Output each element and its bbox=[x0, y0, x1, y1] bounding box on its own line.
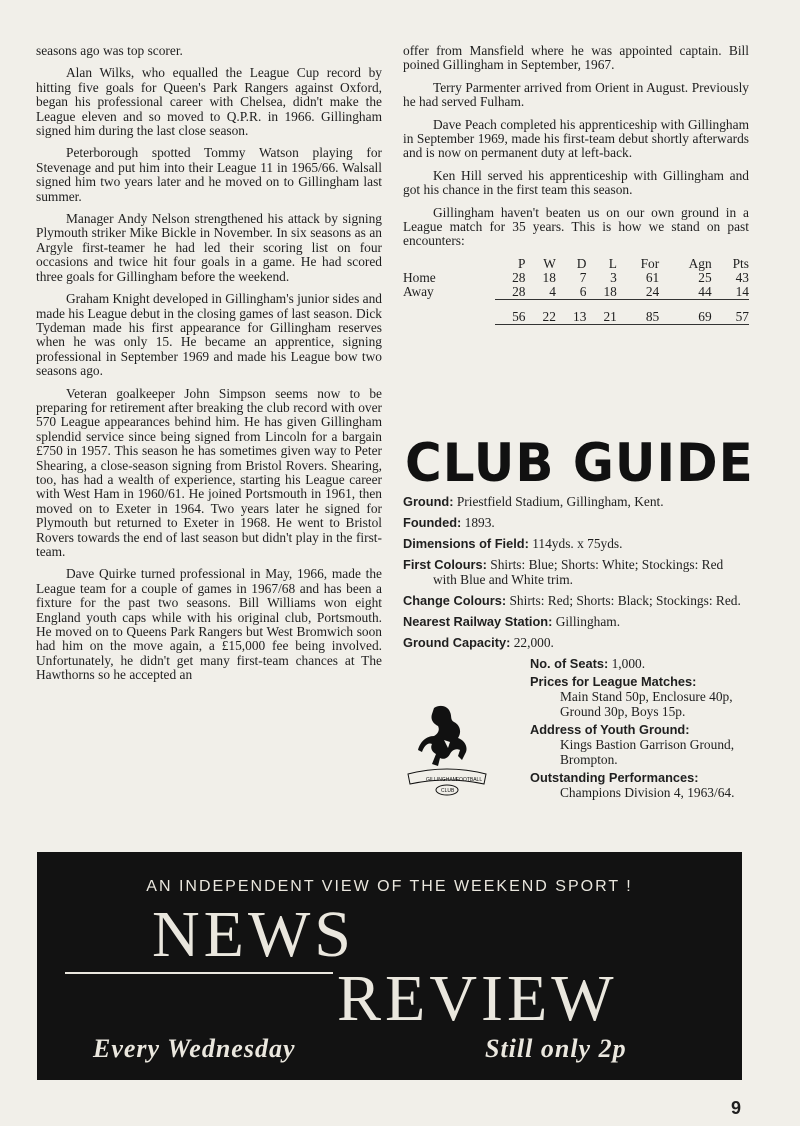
guide-youth-ground: Address of Youth Ground: Kings Bastion Garrison Ground, Brompton. bbox=[530, 722, 735, 767]
column-header: Pts bbox=[732, 255, 749, 271]
guide-seats: No. of Seats: 1,000. bbox=[530, 656, 646, 671]
guide-station: Nearest Railway Station: Gillingham. bbox=[403, 614, 621, 629]
table-cell: 18 bbox=[542, 269, 556, 285]
horse-icon bbox=[418, 706, 467, 766]
paragraph: offer from Mansfield where he was appointed captain. Bill poined Gillingham in September, 1967. bbox=[403, 43, 749, 73]
paragraph: Dave Quirke turned professional in May, 1966, made the League team for a couple of games in 1967/68 and has been a fixture for the past two seasons. Bill Williams won eight England youth caps while with his original club, Portsmouth. He moved on to Queens Park Rangers but West Bromwich soon had him on the move again, a £15,000 fee being involved. Unfortunately, he didn't get many first-team chances at The Hawthorns so he accepted an bbox=[36, 566, 382, 683]
page-number: 9 bbox=[731, 1098, 742, 1118]
totals-row bbox=[403, 299, 749, 324]
paragraph: Ken Hill served his apprenticeship with Gillingham and got his chance in the first team this season. bbox=[403, 167, 749, 198]
guide-ground: Ground: Priestfield Stadium, Gillingham, Kent. bbox=[403, 494, 664, 509]
guide-founded: Founded: 1893. bbox=[403, 515, 495, 530]
column-header: Agn bbox=[688, 255, 712, 271]
table-header-row bbox=[403, 257, 749, 271]
paragraph: Veteran goalkeeper John Simpson seems now to be preparing for retirement after breaking the club record with over 570 League appearances behind him. He has given Gillingham splendid service since being signed from Lincoln for a bargain £750 in 1957. This season he has sometimes given way to Peter Shearing, a close-season signing from Bristol Rovers. Shearing, too, has had a wealth of experience, starting his League career with West Ham in 1960/61. He joined Portsmouth in 1961, then moved on to Exeter in 1964. Two years later he signed for Plymouth but returned to Exeter in 1968. He went to Bristol Rovers towards the end of last season but didn't play in the first-team. bbox=[36, 385, 382, 559]
guide-first-colours: First Colours: Shirts: Blue; Shorts: White; Stockings: Red with Blue and White trim. bbox=[403, 557, 724, 587]
total-cell: 56 bbox=[495, 299, 525, 324]
club-crest-logo bbox=[404, 700, 490, 800]
table-row bbox=[403, 271, 749, 285]
paragraph: Peterborough spotted Tommy Watson playing for Stevenage and put him into their League 11 in 1965/66. Walsall signed him two years later and he moved on to Gillingham last summer. bbox=[36, 145, 382, 204]
table-cell: 6 bbox=[579, 283, 587, 299]
crest-text: CLUB bbox=[441, 788, 455, 794]
paragraph: Terry Parmenter arrived from Orient in August. Previously he had served Fulham. bbox=[403, 79, 749, 110]
table-cell: 28 bbox=[512, 269, 526, 285]
guide-sub-block bbox=[530, 656, 749, 800]
table-cell: 24 bbox=[645, 283, 660, 299]
crest-text: GILLINGHAM bbox=[426, 777, 457, 783]
table-cell: 14 bbox=[735, 283, 749, 299]
guide-performances: Outstanding Performances: Champions Division 4, 1963/64. bbox=[530, 770, 735, 800]
news-review-advert bbox=[37, 852, 742, 1080]
paragraph: seasons ago was top scorer. bbox=[36, 43, 183, 58]
advert-tagline: AN INDEPENDENT VIEW OF THE WEEKEND SPORT ! bbox=[146, 878, 633, 895]
right-column bbox=[403, 44, 749, 325]
column-header: W bbox=[543, 255, 556, 271]
guide-change-colours: Change Colours: Shirts: Red; Shorts: Black; Stockings: Red. bbox=[403, 593, 741, 608]
advert-day: Every Wednesday bbox=[93, 1034, 296, 1063]
paragraph: Alan Wilks, who equalled the League Cup record by hitting five goals for Queen's Park Rangers against Oxford, began his professional career with Chelsea, didn't make the League eleven and so moved to Q.P.R. in 1966. Gillingham signed him during the last close season. bbox=[36, 65, 382, 139]
record-table bbox=[403, 257, 749, 325]
guide-dimensions: Dimensions of Field: 114yds. x 75yds. bbox=[403, 536, 623, 551]
row-label: Away bbox=[403, 284, 434, 300]
column-header: For bbox=[640, 255, 660, 271]
table-cell: 28 bbox=[512, 283, 526, 299]
advert-news-word: NEWS bbox=[152, 898, 355, 971]
advert-price: Still only 2p bbox=[485, 1034, 627, 1063]
total-cell: 57 bbox=[712, 299, 749, 324]
paragraph: Gillingham haven't beaten us on our own ground in a League match for 35 years. This is how we stand on past encounters: bbox=[403, 204, 749, 249]
table-cell: 7 bbox=[579, 269, 587, 285]
total-cell: 13 bbox=[556, 299, 586, 324]
column-header: P bbox=[518, 255, 526, 271]
total-cell: 21 bbox=[586, 299, 616, 324]
total-cell: 69 bbox=[659, 299, 711, 324]
club-guide-title: CLUB GUIDE bbox=[405, 432, 754, 494]
guide-capacity: Ground Capacity: 22,000. bbox=[403, 635, 554, 650]
total-cell: 85 bbox=[617, 299, 659, 324]
table-cell: 25 bbox=[698, 269, 712, 285]
table-cell: 43 bbox=[735, 269, 749, 285]
table-row bbox=[403, 285, 749, 300]
crest-text: FOOTBALL bbox=[456, 777, 483, 783]
guide-prices: Prices for League Matches: Main Stand 50p, Enclosure 40p, Ground 30p, Boys 15p. bbox=[530, 674, 733, 719]
column-header: D bbox=[576, 255, 587, 271]
left-column bbox=[36, 44, 382, 691]
advert-divider bbox=[65, 972, 333, 974]
row-label: Home bbox=[403, 269, 436, 285]
column-header: L bbox=[608, 255, 617, 271]
table-cell: 18 bbox=[603, 283, 617, 299]
table-cell: 4 bbox=[549, 283, 556, 299]
total-cell: 22 bbox=[525, 299, 555, 324]
paragraph: Graham Knight developed in Gillingham's junior sides and made his League debut in the closing games of last season. Dick Tydeman made his first appearance for Gillingham reserves when he was only 15. He became an apprentice, signing professional in September 1969 and made his League bow two seasons ago. bbox=[36, 291, 382, 379]
table-cell: 3 bbox=[610, 269, 617, 285]
paragraph: Manager Andy Nelson strengthened his attack by signing Plymouth striker Mike Bickle in November. In six seasons as an Argyle first-teamer he had led their scoring list on four occasions and twice hit four goals in a game. He had scored three goals for Gillingham before the weekend. bbox=[36, 211, 382, 284]
paragraph: Dave Peach completed his apprenticeship with Gillingham in September 1969, made his first-team debut shortly afterwards and is now on permanent duty at left-back. bbox=[403, 116, 749, 161]
table-cell: 44 bbox=[698, 283, 712, 299]
advert-review-word: REVIEW bbox=[337, 962, 618, 1035]
table-cell: 61 bbox=[645, 269, 660, 285]
